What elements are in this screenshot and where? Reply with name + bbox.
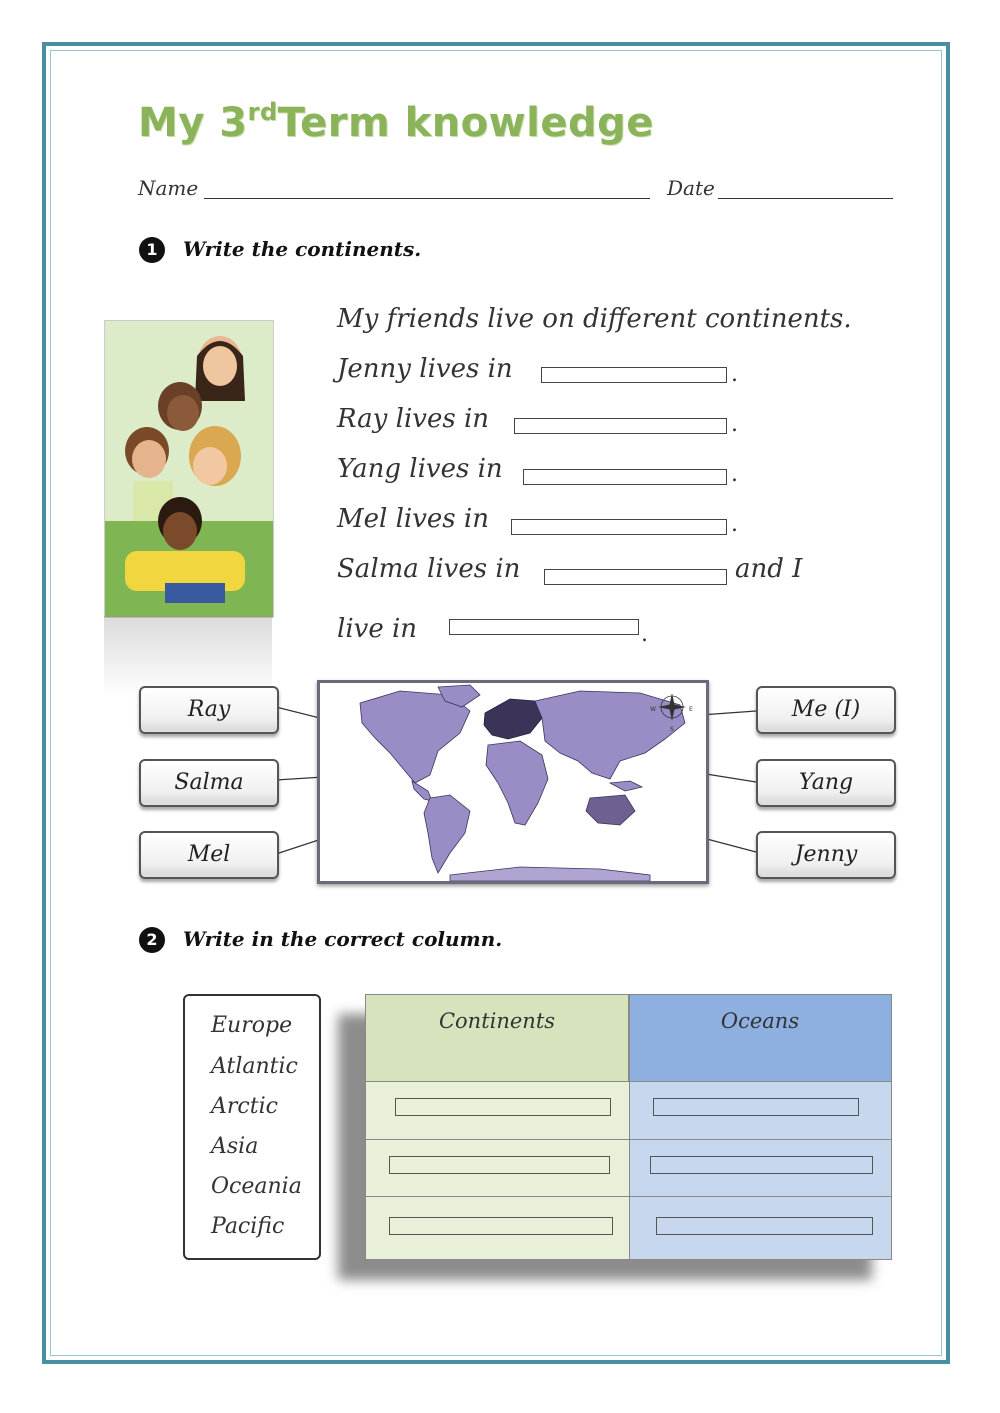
sentence-yang-end: .: [731, 462, 738, 487]
continents-answer-2[interactable]: [389, 1156, 610, 1174]
sentence-salma-end: and I: [735, 554, 803, 584]
sentence-me-end: .: [641, 622, 648, 647]
word-arctic: Arctic: [211, 1094, 278, 1119]
word-bank: [183, 994, 321, 1260]
exercise-2-instruction: Write in the correct column.: [183, 927, 503, 951]
row-divider: [366, 1196, 891, 1197]
name-card-jenny[interactable]: Jenny: [756, 831, 896, 879]
sentence-jenny-end: .: [731, 362, 738, 387]
compass-w: W: [650, 706, 656, 713]
exercise-1-instruction: Write the continents.: [183, 237, 422, 261]
continents-answer-1[interactable]: [395, 1098, 611, 1116]
title-main: My 3: [138, 100, 248, 146]
word-oceania: Oceania: [211, 1174, 302, 1199]
date-label: Date: [667, 176, 715, 200]
word-atlantic: Atlantic: [211, 1054, 298, 1079]
world-map: [317, 680, 709, 884]
oceans-header: [629, 995, 891, 1082]
exercise-1-number: 1: [139, 237, 165, 263]
name-card-yang[interactable]: Yang: [756, 759, 896, 807]
continents-header-label: Continents: [438, 1009, 556, 1033]
name-card-me[interactable]: Me (I): [756, 686, 896, 734]
oceans-header-label: Oceans: [720, 1009, 800, 1033]
continents-header: [366, 995, 629, 1082]
name-card-mel[interactable]: Mel: [139, 831, 279, 879]
title-sup: rd: [247, 98, 278, 126]
sentence-jenny: Jenny lives in: [337, 354, 513, 384]
name-card-ray[interactable]: Ray: [139, 686, 279, 734]
oceans-answer-1[interactable]: [653, 1098, 859, 1116]
name-label: Name: [138, 176, 199, 200]
world-map-drawing: [320, 683, 706, 881]
name-card-salma[interactable]: Salma: [139, 759, 279, 807]
columns-table: [365, 994, 892, 1260]
column-divider: [629, 995, 630, 1259]
word-pacific: Pacific: [211, 1214, 285, 1239]
sentence-mel-end: .: [731, 512, 738, 537]
row-divider: [366, 1139, 891, 1140]
sentence-ray-end: .: [731, 412, 738, 437]
compass-s: S: [670, 726, 674, 733]
title-rest: Term knowledge: [277, 100, 654, 146]
continents-answer-3[interactable]: [389, 1217, 613, 1235]
compass-e: E: [689, 706, 693, 713]
sentence-salma: Salma lives in: [337, 554, 521, 584]
oceans-answer-2[interactable]: [650, 1156, 873, 1174]
sentence-ray: Ray lives in: [337, 404, 490, 434]
word-asia: Asia: [211, 1134, 259, 1159]
exercise-1-intro: My friends live on different continents.: [337, 304, 852, 334]
word-europe: Europe: [211, 1013, 293, 1038]
sentence-me: live in: [337, 614, 418, 644]
sentence-mel: Mel lives in: [337, 504, 489, 534]
sentence-yang: Yang lives in: [337, 454, 503, 484]
exercise-2-number: 2: [139, 927, 165, 953]
oceans-answer-3[interactable]: [656, 1217, 873, 1235]
